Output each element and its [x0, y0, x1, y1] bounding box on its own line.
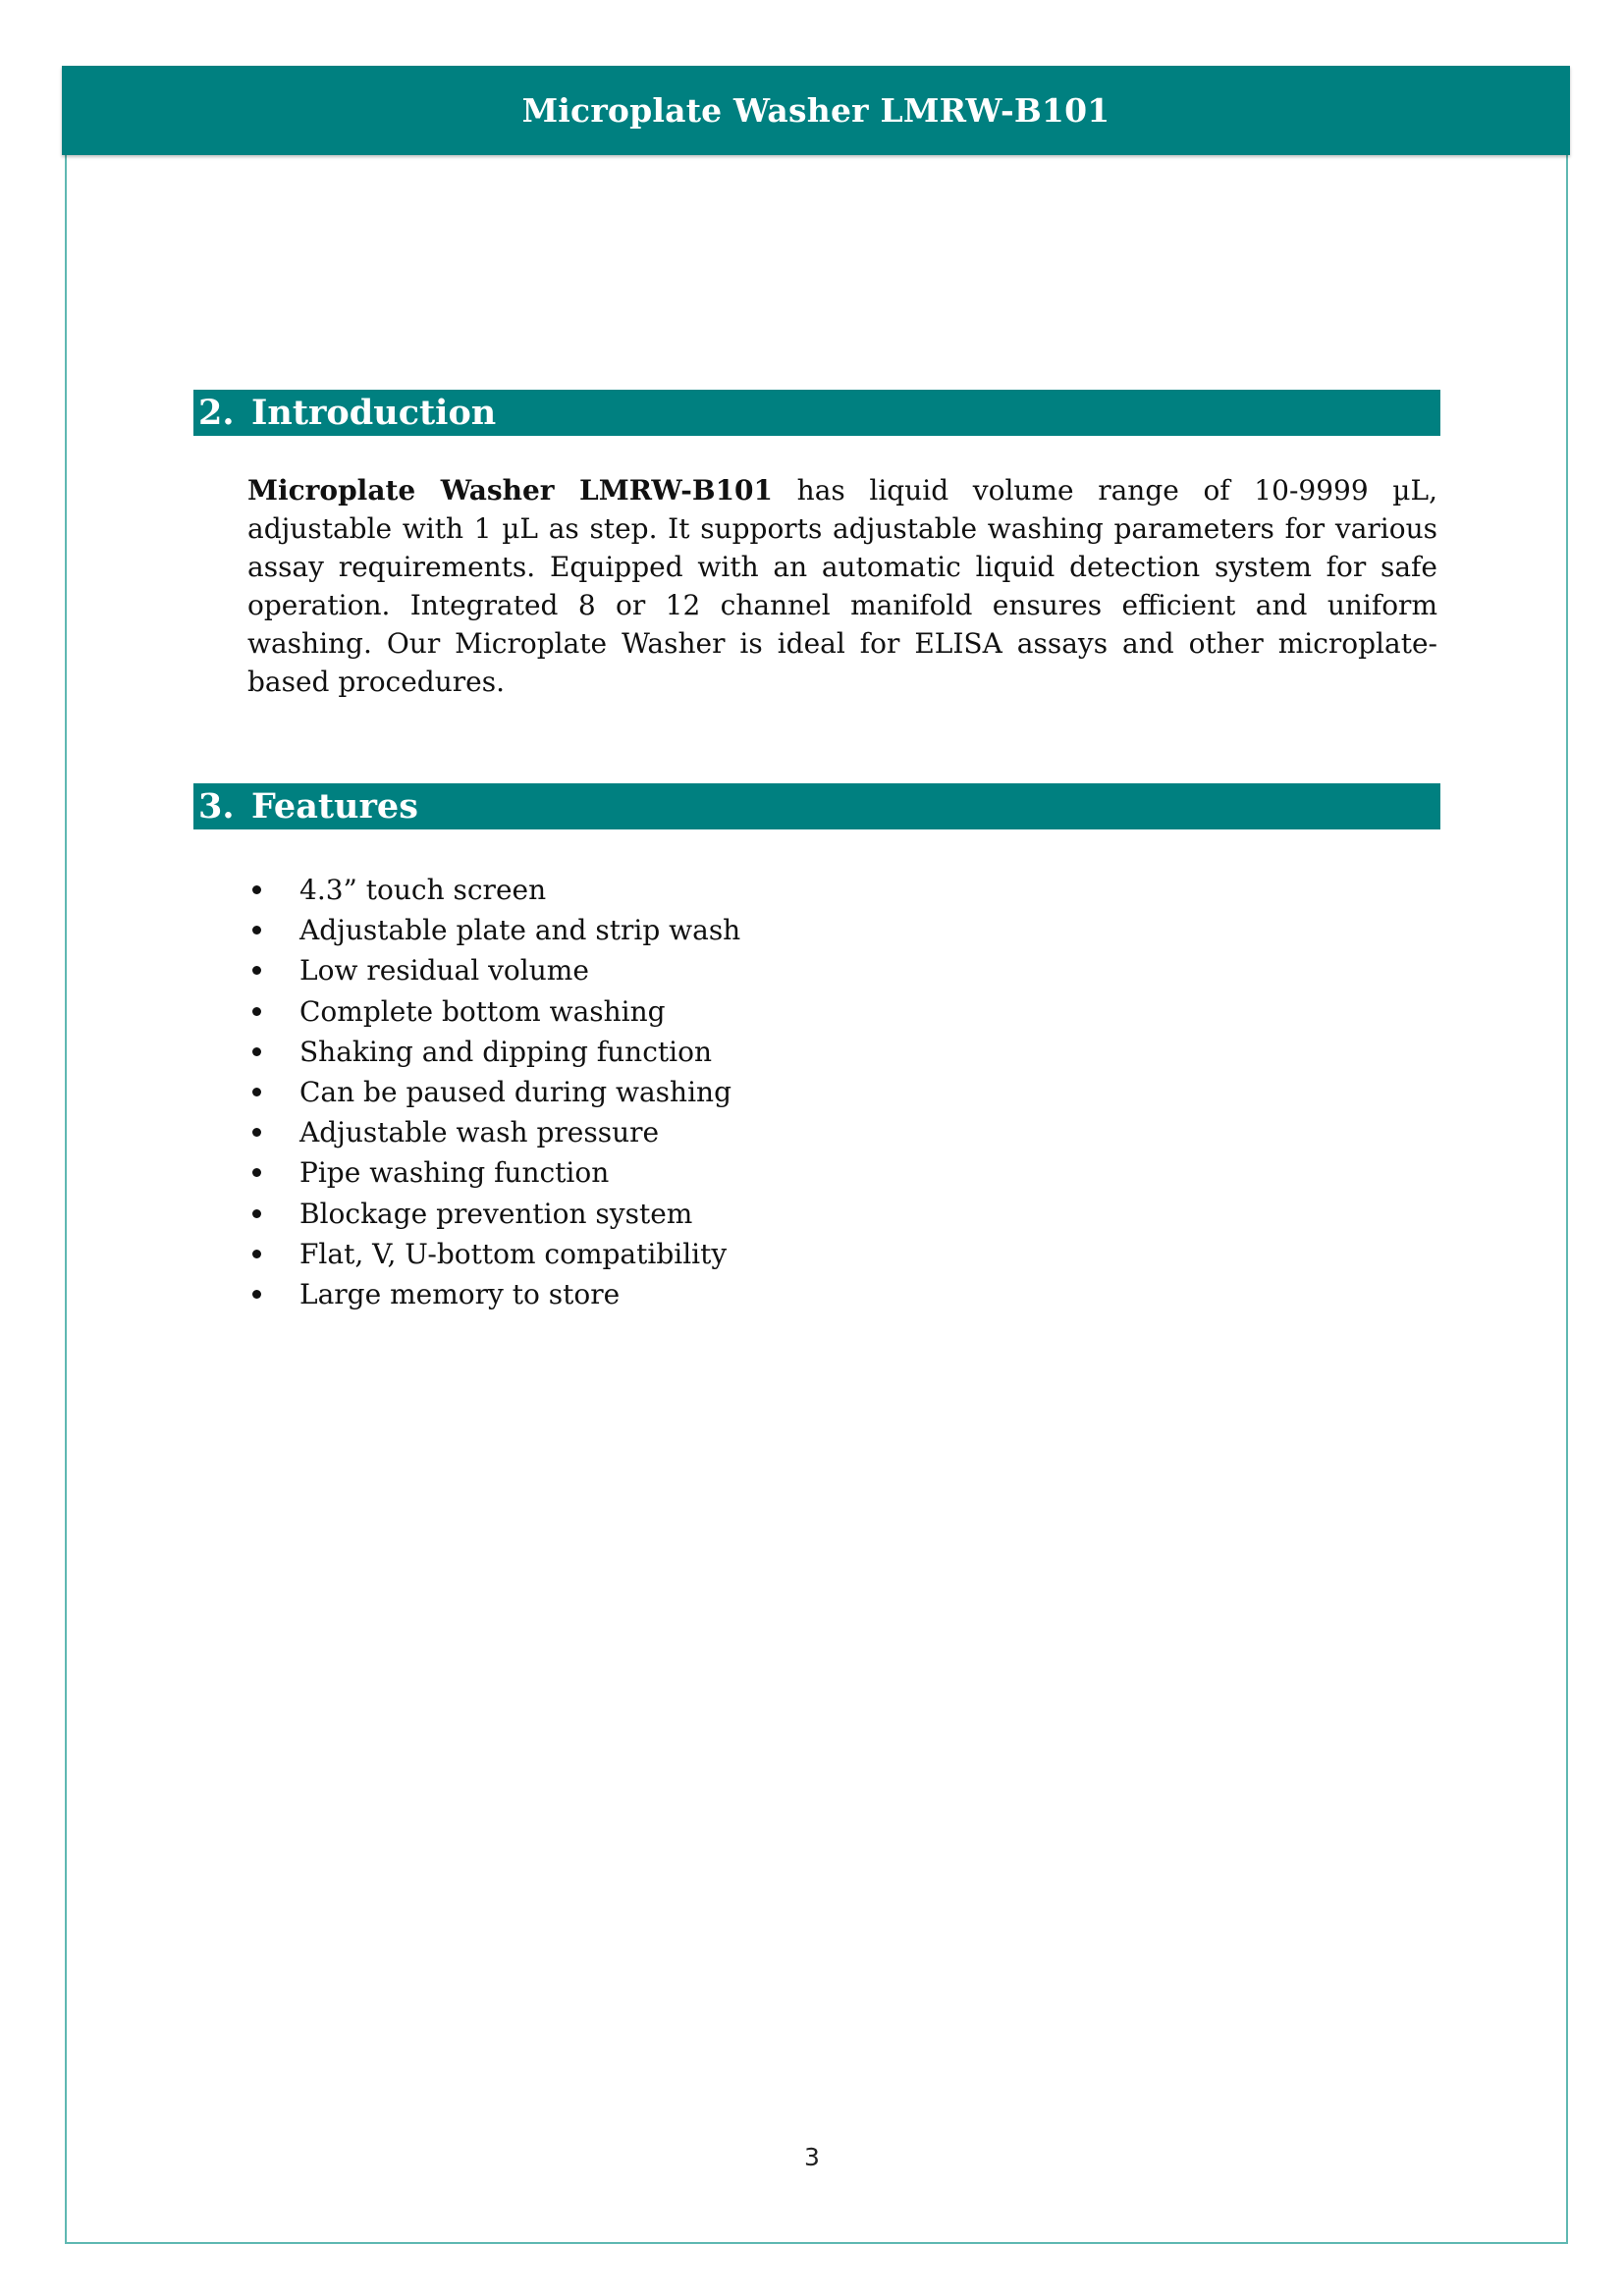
- list-item: [247, 1152, 740, 1193]
- list-item: [247, 1112, 740, 1152]
- section-title: Introduction: [251, 393, 497, 433]
- list-item: [247, 950, 740, 990]
- bullet-icon: [252, 966, 261, 975]
- bullet-icon: [252, 1209, 261, 1218]
- bullet-icon: [252, 1007, 261, 1016]
- page-title: Microplate Washer LMRW-B101: [521, 91, 1110, 130]
- section-title: Features: [251, 786, 418, 827]
- features-list: [247, 870, 740, 1314]
- feature-text: Blockage prevention system: [299, 1197, 693, 1230]
- feature-text: Complete bottom washing: [299, 994, 666, 1028]
- list-item: [247, 870, 740, 910]
- bullet-icon: [252, 1168, 261, 1177]
- bullet-icon: [252, 1088, 261, 1096]
- section-heading-introduction: [193, 390, 1440, 436]
- bullet-icon: [252, 885, 261, 894]
- list-item: [247, 1274, 740, 1314]
- introduction-paragraph: [247, 471, 1437, 701]
- feature-text: Low residual volume: [299, 954, 589, 988]
- introduction-text: has liquid volume range of 10-9999 µL, adjustable with 1 µL as step. It supports adjustable washing parameters for various assay requirements. Equipped with an automatic liquid detection system for safe operation. Integrated 8 or 12 channel manifold ensures efficient and uniform washing. Our Microplate Washer is ideal for ELISA assays and other microplate-based procedures.: [247, 474, 1437, 698]
- list-item: [247, 1072, 740, 1112]
- feature-text: 4.3” touch screen: [299, 874, 547, 907]
- bullet-icon: [252, 1250, 261, 1258]
- feature-text: Adjustable plate and strip wash: [299, 914, 741, 947]
- feature-text: Adjustable wash pressure: [299, 1116, 660, 1149]
- header-bar: [62, 66, 1570, 155]
- list-item: [247, 1194, 740, 1234]
- list-item: [247, 991, 740, 1032]
- bullet-icon: [252, 1047, 261, 1056]
- list-item: [247, 1234, 740, 1274]
- bullet-icon: [252, 926, 261, 934]
- list-item: [247, 1032, 740, 1072]
- feature-text: Shaking and dipping function: [299, 1035, 712, 1068]
- page-number: 3: [804, 2143, 820, 2171]
- section-number: 2.: [198, 393, 235, 433]
- feature-text: Pipe washing function: [299, 1156, 610, 1190]
- product-name: Microplate Washer LMRW-B101: [247, 474, 774, 507]
- feature-text: Large memory to store: [299, 1277, 621, 1310]
- list-item: [247, 910, 740, 950]
- feature-text: Can be paused during washing: [299, 1076, 731, 1109]
- bullet-icon: [252, 1290, 261, 1299]
- bullet-icon: [252, 1128, 261, 1137]
- section-heading-features: [193, 783, 1440, 829]
- feature-text: Flat, V, U-bottom compatibility: [299, 1237, 728, 1270]
- section-number: 3.: [198, 786, 235, 827]
